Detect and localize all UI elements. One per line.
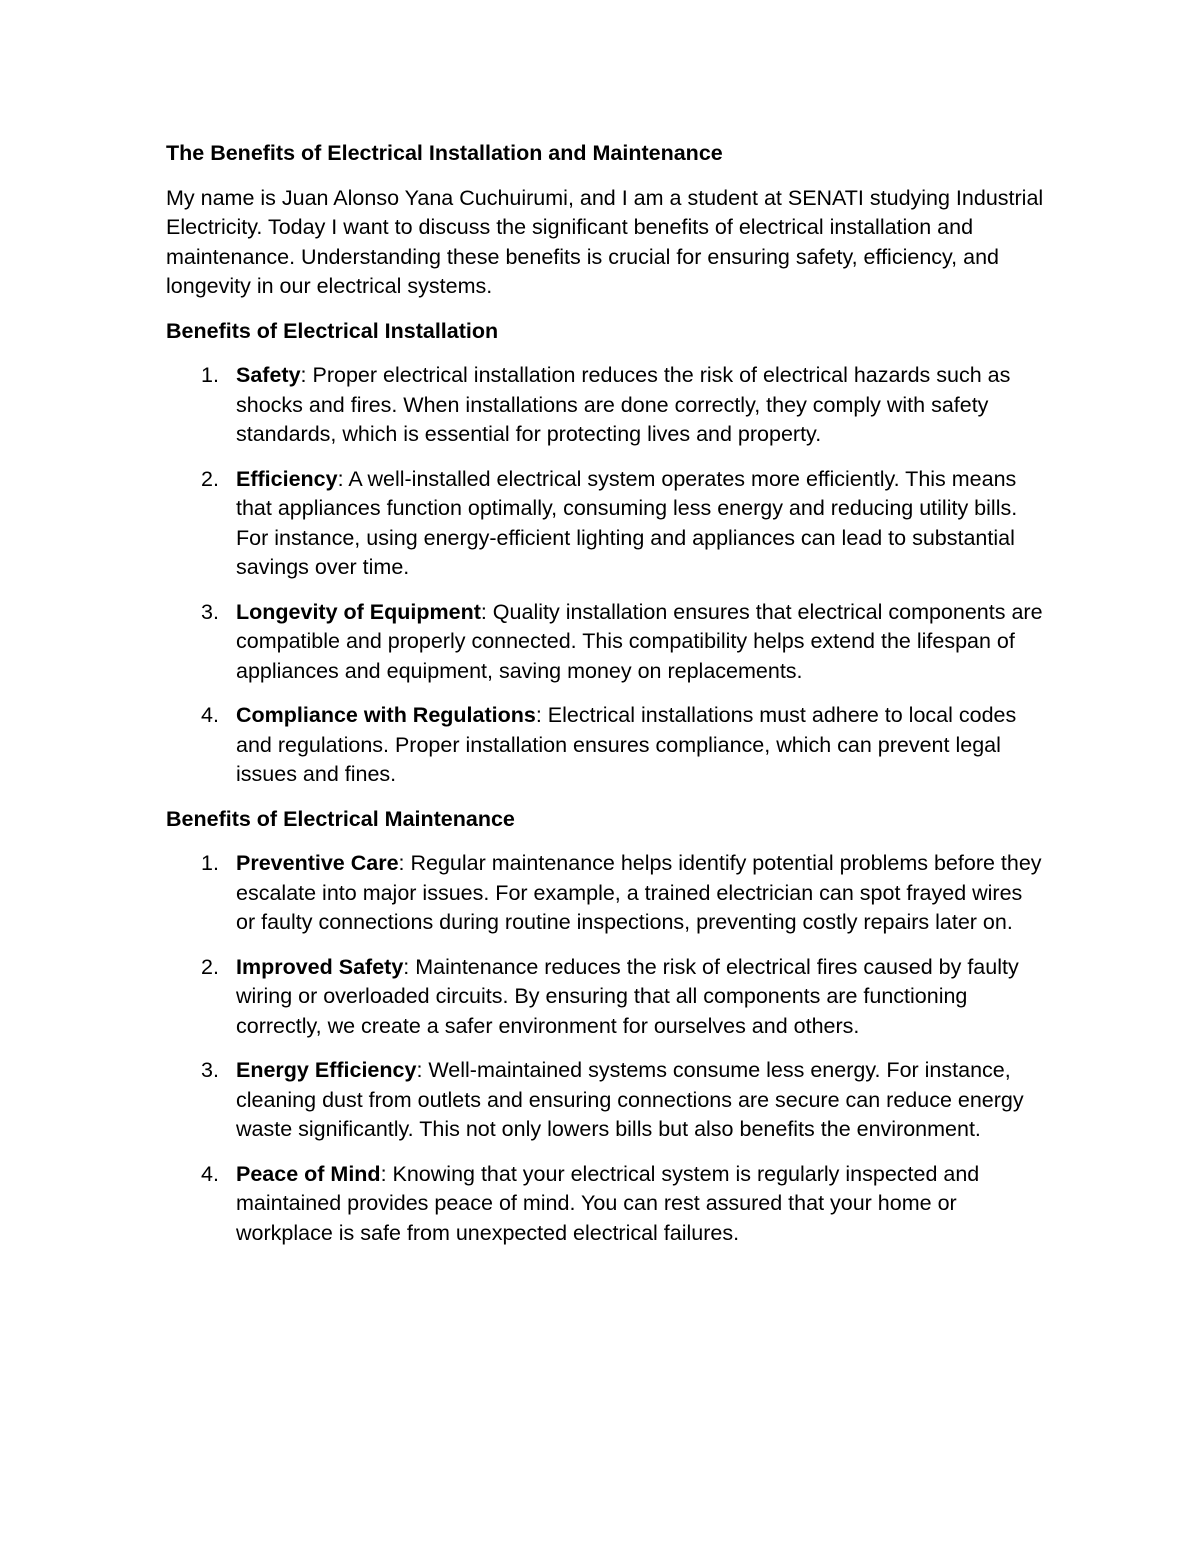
list-item <box>166 953 1046 1042</box>
list-item <box>166 465 1046 583</box>
intro-paragraph: My name is Juan Alonso Yana Cuchuirumi, and I am a student at SENATI studying Industrial Electricity. Today I want to discuss the significant benefits of electrical installation and maintenance. Understanding these benefits is crucial for ensuring safety, efficiency, and longevity in our electrical systems. <box>166 185 1044 298</box>
list-number: 2. <box>201 954 219 979</box>
benefit-text: : Well-maintained systems consume less energy. For instance, cleaning dust from outlets and ensuring connections are secure can reduce energy waste significantly. This not only lowers bills but also benefits the environment. <box>236 1058 1024 1141</box>
benefit-text: : A well-installed electrical system operates more efficiently. This means that appliances function optimally, consuming less energy and reducing utility bills. For instance, using energy-efficient lighting and appliances can lead to substantial savings over time. <box>236 466 1018 579</box>
benefit-text: : Maintenance reduces the risk of electrical fires caused by faulty wiring or overloaded circuits. By ensuring that all components are functioning correctly, we create a safer environment for ourselves and others. <box>236 954 1019 1038</box>
list-item <box>166 361 1046 450</box>
benefit-term: Compliance with Regulations <box>236 703 536 727</box>
list-item <box>166 1160 1046 1249</box>
benefit-term: Safety <box>236 363 301 387</box>
list-item <box>166 849 1046 938</box>
benefit-text: : Regular maintenance helps identify potential problems before they escalate into major issues. For example, a trained electrician can spot frayed wires or faulty connections during routine inspections, preventing costly repairs later on. <box>236 851 1042 934</box>
list-item <box>166 1056 1046 1145</box>
benefit-text: : Quality installation ensures that electrical components are compatible and properly connected. This compatibility helps extend the lifespan of appliances and equipment, saving money on replacements. <box>236 599 1043 683</box>
list-number: 3. <box>201 599 219 624</box>
document-title: The Benefits of Electrical Installation and Maintenance <box>166 141 723 165</box>
list-item <box>166 701 1046 790</box>
benefit-term: Efficiency <box>236 466 338 491</box>
maintenance-heading: Benefits of Electrical Maintenance <box>166 806 515 831</box>
installation-list <box>166 361 1046 790</box>
benefit-text: : Electrical installations must adhere to local codes and regulations. Proper installation ensures compliance, which can prevent legal issues and fines. <box>236 703 1017 786</box>
list-number: 4. <box>201 1161 219 1186</box>
list-number: 1. <box>201 851 219 875</box>
benefit-term: Preventive Care <box>236 851 399 875</box>
benefit-term: Peace of Mind <box>236 1161 381 1186</box>
list-number: 4. <box>201 703 219 727</box>
benefit-term: Energy Efficiency <box>236 1058 417 1082</box>
list-number: 3. <box>201 1058 219 1082</box>
benefit-term: Improved Safety <box>236 954 404 979</box>
maintenance-list <box>166 849 1046 1248</box>
benefit-text: : Knowing that your electrical system is regularly inspected and maintained provides peace of mind. You can rest assured that your home or workplace is safe from unexpected electrical failures. <box>236 1161 980 1245</box>
list-number: 1. <box>201 363 219 387</box>
installation-heading: Benefits of Electrical Installation <box>166 318 499 343</box>
document-page <box>166 139 1046 1263</box>
list-item <box>166 598 1046 687</box>
list-number: 2. <box>201 466 219 491</box>
benefit-term: Longevity of Equipment <box>236 599 481 624</box>
benefit-text: : Proper electrical installation reduces the risk of electrical hazards such as shocks and fires. When installations are done correctly, they comply with safety standards, which is essential for protecting lives and property. <box>236 363 1011 446</box>
